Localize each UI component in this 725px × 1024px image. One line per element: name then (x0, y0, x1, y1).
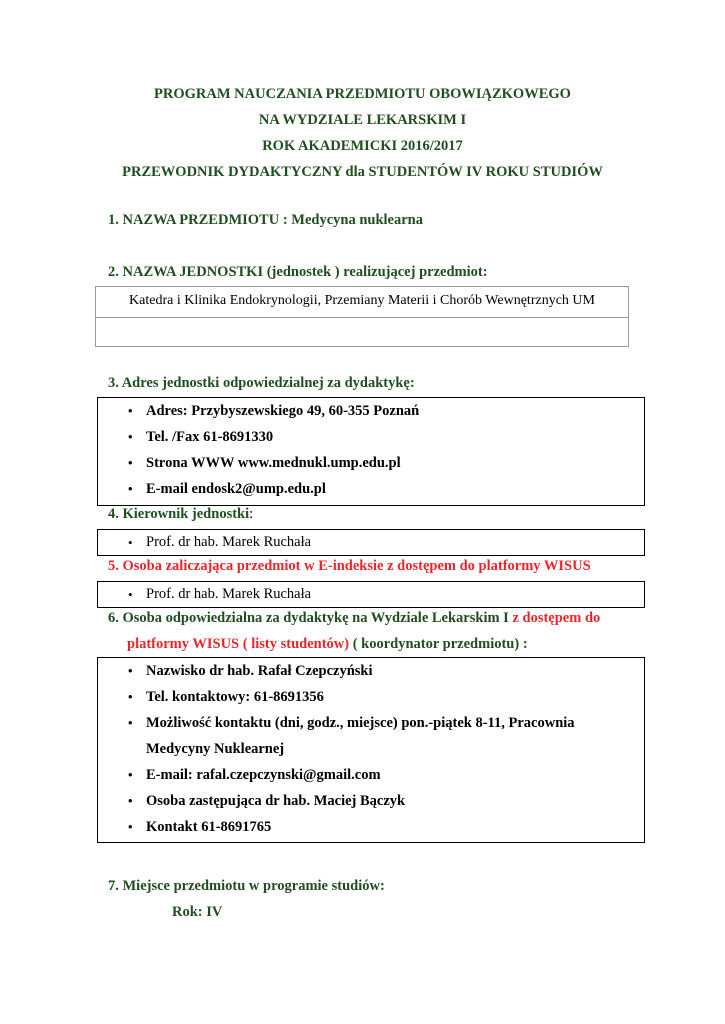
grader-name: Prof. dr hab. Marek Ruchała (146, 586, 312, 602)
address-text: Adres: Przybyszewskiego 49, 60-355 Poznań (146, 403, 420, 419)
study-year: Rok: IV (172, 904, 223, 920)
unit-row-1: Katedra i Klinika Endokrynologii, Przemiany Materii i Chorób Wewnętrznych UM (96, 287, 628, 318)
bullet-icon: • (128, 455, 133, 470)
section-6-title-line-2 (127, 636, 528, 653)
bullet-icon: • (128, 819, 133, 834)
section-6-title-green-2: ( koordynator przedmiotu) : (349, 636, 528, 652)
website-text: Strona WWW www.mednukl.ump.edu.pl (146, 455, 401, 471)
list-item (98, 814, 644, 840)
bullet-icon: • (128, 767, 133, 782)
bullet-icon: • (128, 793, 133, 808)
bullet-icon: • (128, 403, 133, 418)
header-line-3: ROK AKADEMICKI 2016/2017 (262, 138, 463, 154)
section-1-title: 1. NAZWA PRZEDMIOTU : Medycyna nuklearna (108, 212, 423, 228)
list-item (98, 450, 644, 476)
section-4-title-text: 4. Kierownik jednostki (108, 506, 250, 522)
coordinator-box (97, 657, 645, 843)
grader-box (97, 581, 645, 608)
header-line-2: NA WYDZIALE LEKARSKIM I (258, 112, 467, 128)
header-line-4: PRZEWODNIK DYDAKTYCZNY dla STUDENTÓW IV ROKU STUDIÓW (122, 164, 603, 180)
list-item (98, 398, 644, 424)
coordinator-name: Nazwisko dr hab. Rafał Czepczyński (146, 663, 373, 679)
list-item (98, 476, 644, 502)
email-text: E-mail endosk2@ump.edu.pl (146, 481, 326, 497)
bullet-icon: • (128, 481, 133, 496)
bullet-icon: • (128, 663, 133, 678)
header-line-1: PROGRAM NAUCZANIA PRZEDMIOTU OBOWIĄZKOWEGO (154, 86, 571, 102)
list-item (98, 684, 644, 710)
bullet-icon: • (128, 715, 133, 730)
section-6-title-red-1: z dostępem do (508, 610, 601, 626)
list-item (98, 788, 644, 814)
deputy-contact: Kontakt 61-8691765 (146, 819, 272, 835)
coordinator-phone: Tel. kontaktowy: 61-8691356 (146, 689, 324, 705)
section-3-title: 3. Adres jednostki odpowiedzialnej za dydaktykę: (108, 375, 415, 391)
section-5-title: 5. Osoba zaliczająca przedmiot w E-indeksie z dostępem do platformy WISUS (108, 558, 591, 574)
list-item (98, 530, 644, 555)
section-6-title-green: 6. Osoba odpowiedzialna za dydaktykę na Wydziale Lekarskim I (108, 610, 509, 626)
section-2-title: 2. NAZWA JEDNOSTKI (jednostek ) realizującej przedmiot: (108, 264, 488, 280)
list-item (98, 582, 644, 607)
bullet-icon: • (128, 535, 133, 550)
bullet-icon: • (128, 587, 133, 602)
list-item-continuation (98, 736, 644, 762)
unit-row-2 (96, 320, 628, 346)
phone-fax-text: Tel. /Fax 61-8691330 (146, 429, 274, 445)
coordinator-email: E-mail: rafal.czepczynski@gmail.com (146, 767, 381, 783)
list-item (98, 710, 644, 736)
section-4-colon: : (249, 506, 254, 522)
address-box (97, 397, 645, 506)
bullet-icon: • (128, 429, 133, 444)
list-item (98, 424, 644, 450)
unit-table (95, 286, 629, 347)
section-6-title-line-1 (108, 610, 600, 627)
section-7-title: 7. Miejsce przedmiotu w programie studiów: (108, 878, 385, 894)
section-4-title (108, 506, 253, 523)
head-name: Prof. dr hab. Marek Ruchała (146, 534, 312, 550)
section-6-title-red-2: platformy WISUS ( listy studentów) (127, 636, 350, 652)
list-item (98, 762, 644, 788)
bullet-icon: • (128, 689, 133, 704)
deputy-name: Osoba zastępująca dr hab. Maciej Bączyk (146, 793, 406, 809)
head-box (97, 529, 645, 556)
list-item (98, 658, 644, 684)
contact-hours-cont: Medycyny Nuklearnej (146, 741, 285, 757)
contact-hours: Możliwość kontaktu (dni, godz., miejsce) pon.-piątek 8-11, Pracownia (146, 715, 575, 731)
